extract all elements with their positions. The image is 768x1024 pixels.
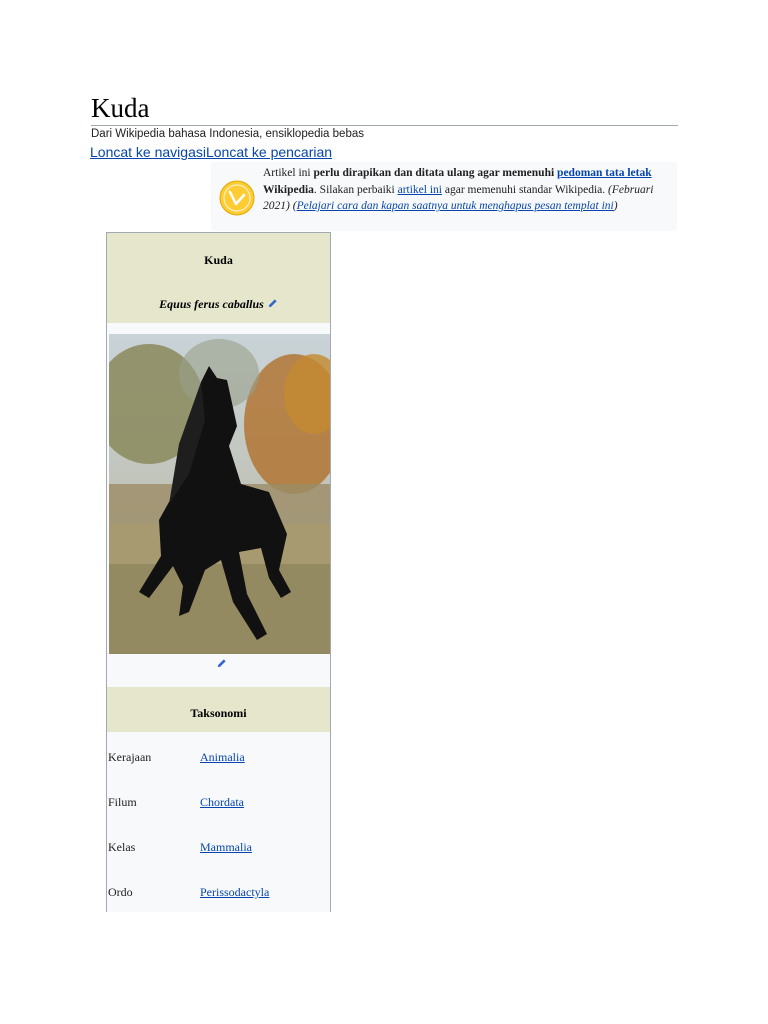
taxonomy-value-link[interactable]: Mammalia bbox=[200, 840, 252, 854]
layout-guideline-link[interactable]: pedoman tata letak bbox=[557, 167, 652, 179]
pencil-icon[interactable] bbox=[267, 298, 278, 309]
title-divider bbox=[91, 125, 678, 126]
jump-to-search-link[interactable]: Loncat ke pencarian bbox=[205, 144, 333, 160]
taxonomy-value-link[interactable]: Animalia bbox=[200, 750, 245, 764]
taxonomy-rank: Filum bbox=[108, 795, 137, 809]
infobox-scientific-name: Equus ferus caballus bbox=[107, 297, 330, 312]
broom-icon bbox=[219, 180, 255, 216]
cleanup-notice bbox=[211, 162, 677, 231]
infobox-title bbox=[107, 233, 330, 323]
infobox bbox=[106, 232, 331, 912]
horse-image[interactable] bbox=[109, 334, 331, 654]
page-title: Kuda bbox=[91, 93, 150, 123]
site-tagline: Dari Wikipedia bahasa Indonesia, ensiklopedia bebas bbox=[91, 128, 364, 140]
taxonomy-header: Taksonomi bbox=[107, 687, 330, 732]
image-pencil-icon[interactable] bbox=[216, 658, 227, 669]
cleanup-notice-text: Artikel ini perlu dirapikan dan ditata ulang agar memenuhi pedoman tata letak Wikipedia. Silakan perbaiki artikel ini agar memenuhi standar Wikipedia. (Februari 2021) (Pelajari cara dan kapan saatnya untuk menghapus pesan templat ini) bbox=[263, 167, 654, 212]
taxonomy-value-link[interactable]: Chordata bbox=[200, 795, 244, 809]
taxonomy-value-link[interactable]: Perissodactyla bbox=[200, 885, 270, 899]
learn-remove-template-link[interactable]: Pelajari cara dan kapan saatnya untuk menghapus pesan templat ini bbox=[296, 200, 614, 212]
jump-to-navigation-link[interactable]: Loncat ke navigasi bbox=[90, 144, 206, 160]
taxonomy-rank: Kelas bbox=[108, 840, 136, 854]
taxonomy-rank: Ordo bbox=[108, 885, 133, 899]
infobox-name: Kuda bbox=[204, 253, 233, 267]
taxonomy-rank: Kerajaan bbox=[108, 750, 152, 764]
jump-links bbox=[90, 144, 332, 160]
this-article-link[interactable]: artikel ini bbox=[397, 183, 442, 196]
